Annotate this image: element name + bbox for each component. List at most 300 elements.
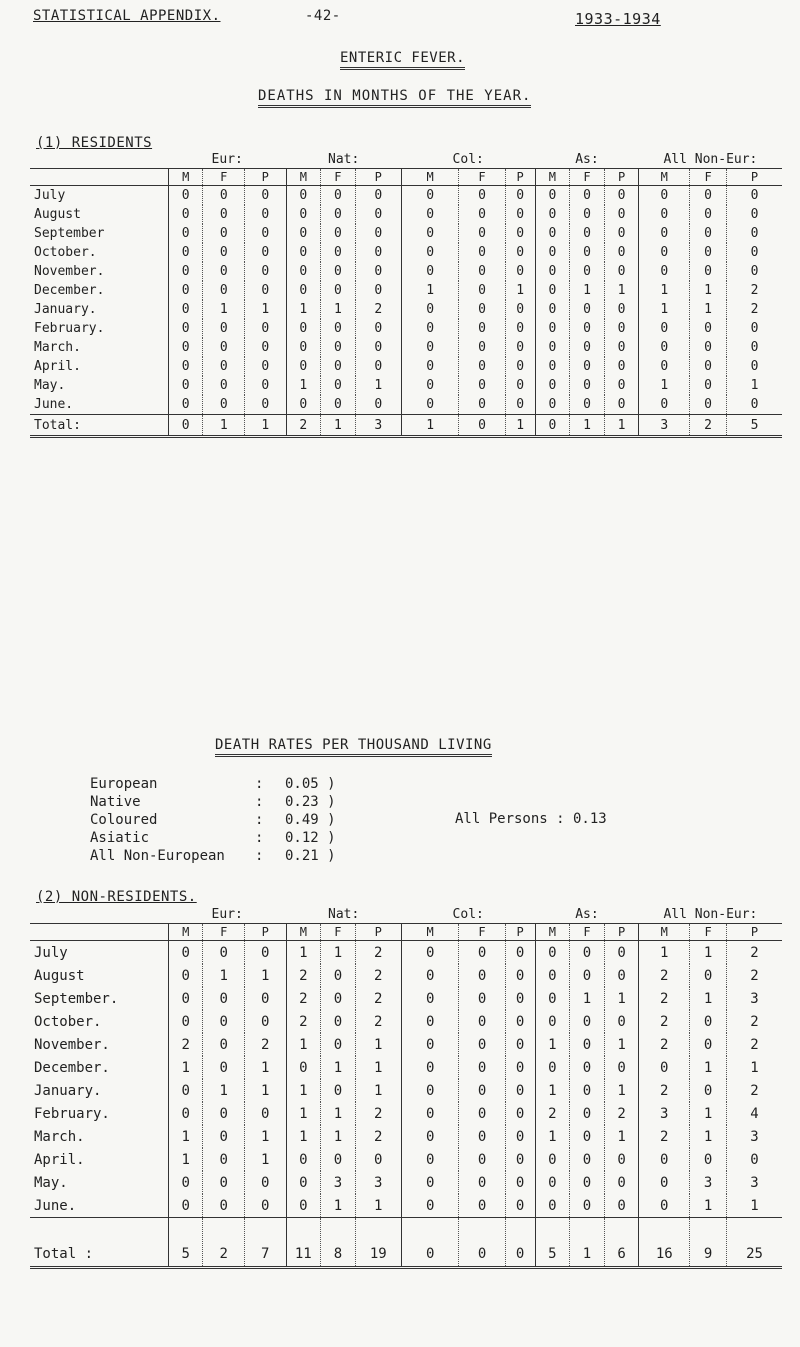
cell-value: 0 bbox=[690, 319, 727, 338]
cell-value: 0 bbox=[321, 281, 356, 300]
table-row bbox=[30, 941, 782, 965]
table-row bbox=[30, 1194, 782, 1218]
cell-value: 0 bbox=[535, 1171, 570, 1194]
page-subtitle: DEATHS IN MONTHS OF THE YEAR. bbox=[258, 88, 531, 108]
cell-value: 5 bbox=[168, 1218, 203, 1268]
group-all-non-eur: All Non-Eur: bbox=[663, 906, 758, 922]
cell-value: 2 bbox=[727, 1033, 783, 1056]
cell-value: 2 bbox=[355, 1010, 401, 1033]
row-label: November. bbox=[34, 1036, 110, 1053]
cell-value: 0 bbox=[639, 1056, 690, 1079]
cell-value: 0 bbox=[401, 987, 459, 1010]
cell-value: 0 bbox=[505, 338, 535, 357]
cell-value: 3 bbox=[355, 1171, 401, 1194]
rate-row bbox=[90, 811, 345, 829]
sub-m: M bbox=[286, 169, 321, 186]
cell-value: 0 bbox=[321, 338, 356, 357]
rate-value: 0.49 ) bbox=[285, 812, 336, 828]
cell-value: 2 bbox=[355, 964, 401, 987]
cell-value: 0 bbox=[168, 415, 203, 437]
sub-m: M bbox=[168, 169, 203, 186]
cell-value: 0 bbox=[245, 987, 287, 1010]
cell-value: 0 bbox=[459, 300, 505, 319]
cell-value: 0 bbox=[401, 1218, 459, 1268]
cell-value: 0 bbox=[168, 987, 203, 1010]
group-all-non-eur: All Non-Eur: bbox=[663, 151, 758, 167]
cell-value: 0 bbox=[570, 1125, 605, 1148]
cell-value: 0 bbox=[203, 224, 245, 243]
cell-value: 1 bbox=[245, 1148, 287, 1171]
cell-value: 1 bbox=[245, 300, 287, 319]
table-row bbox=[30, 338, 782, 357]
cell-value: 0 bbox=[168, 376, 203, 395]
cell-value: 0 bbox=[286, 186, 321, 206]
cell-value: 1 bbox=[639, 300, 690, 319]
cell-value: 0 bbox=[604, 1056, 639, 1079]
cell-value: 2 bbox=[286, 964, 321, 987]
cell-value: 3 bbox=[727, 1171, 783, 1194]
cell-value: 0 bbox=[203, 1010, 245, 1033]
table-row bbox=[30, 1010, 782, 1033]
cell-value: 0 bbox=[535, 376, 570, 395]
cell-value: 2 bbox=[639, 1079, 690, 1102]
cell-value: 16 bbox=[639, 1218, 690, 1268]
cell-value: 0 bbox=[459, 243, 505, 262]
cell-value: 0 bbox=[401, 224, 459, 243]
rate-sep: : bbox=[255, 848, 264, 864]
rate-value: 0.21 ) bbox=[285, 848, 336, 864]
sub-f: F bbox=[203, 924, 245, 941]
cell-value: 1 bbox=[321, 1056, 356, 1079]
cell-value: 0 bbox=[535, 205, 570, 224]
cell-value: 0 bbox=[203, 338, 245, 357]
cell-value: 1 bbox=[604, 1125, 639, 1148]
cell-value: 0 bbox=[690, 395, 727, 415]
sub-header-row bbox=[30, 169, 782, 186]
cell-value: 0 bbox=[459, 262, 505, 281]
cell-value: 0 bbox=[570, 1102, 605, 1125]
cell-value: 0 bbox=[203, 941, 245, 965]
cell-value: 1 bbox=[168, 1125, 203, 1148]
cell-value: 1 bbox=[321, 1102, 356, 1125]
cell-value: 0 bbox=[321, 262, 356, 281]
sub-f: F bbox=[570, 169, 605, 186]
cell-value: 0 bbox=[245, 186, 287, 206]
cell-value: 1 bbox=[690, 281, 727, 300]
group-nat: Nat: bbox=[328, 906, 360, 922]
cell-value: 0 bbox=[570, 1171, 605, 1194]
cell-value: 0 bbox=[570, 357, 605, 376]
cell-value: 0 bbox=[459, 186, 505, 206]
cell-value: 0 bbox=[690, 338, 727, 357]
cell-value: 1 bbox=[245, 1079, 287, 1102]
cell-value: 0 bbox=[168, 300, 203, 319]
cell-value: 2 bbox=[535, 1102, 570, 1125]
cell-value: 0 bbox=[401, 1194, 459, 1218]
cell-value: 0 bbox=[168, 319, 203, 338]
cell-value: 1 bbox=[639, 281, 690, 300]
cell-value: 0 bbox=[505, 243, 535, 262]
cell-value: 0 bbox=[203, 1125, 245, 1148]
cell-value: 0 bbox=[321, 243, 356, 262]
cell-value: 0 bbox=[459, 1171, 505, 1194]
cell-value: 0 bbox=[535, 1148, 570, 1171]
cell-value: 0 bbox=[203, 186, 245, 206]
row-label: June. bbox=[30, 395, 168, 415]
cell-value: 0 bbox=[727, 224, 783, 243]
sub-p: P bbox=[727, 169, 783, 186]
cell-value: 0 bbox=[168, 964, 203, 987]
cell-value: 1 bbox=[245, 415, 287, 437]
cell-value: 0 bbox=[505, 205, 535, 224]
cell-value: 0 bbox=[203, 376, 245, 395]
cell-value: 0 bbox=[535, 1010, 570, 1033]
total-row bbox=[30, 1218, 782, 1268]
cell-value: 0 bbox=[168, 1010, 203, 1033]
sub-f: F bbox=[321, 924, 356, 941]
cell-value: 0 bbox=[690, 1079, 727, 1102]
cell-value: 0 bbox=[203, 1148, 245, 1171]
cell-value: 0 bbox=[203, 281, 245, 300]
cell-value: 0 bbox=[355, 281, 401, 300]
cell-value: 0 bbox=[727, 262, 783, 281]
cell-value: 1 bbox=[535, 1125, 570, 1148]
total-row bbox=[30, 415, 782, 437]
cell-value: 1 bbox=[245, 1056, 287, 1079]
cell-value: 0 bbox=[639, 1148, 690, 1171]
table-row bbox=[30, 1102, 782, 1125]
sub-m: M bbox=[401, 169, 459, 186]
cell-value: 1 bbox=[203, 964, 245, 987]
cell-value: 1 bbox=[203, 300, 245, 319]
cell-value: 0 bbox=[535, 357, 570, 376]
sub-f: F bbox=[570, 924, 605, 941]
cell-value: 2 bbox=[355, 941, 401, 965]
cell-value: 1 bbox=[535, 1079, 570, 1102]
cell-value: 0 bbox=[690, 1033, 727, 1056]
sub-m: M bbox=[168, 924, 203, 941]
cell-value: 1 bbox=[203, 415, 245, 437]
cell-value: 1 bbox=[690, 1102, 727, 1125]
row-label: March. bbox=[34, 340, 81, 355]
cell-value: 0 bbox=[535, 415, 570, 437]
table-row bbox=[30, 205, 782, 224]
cell-value: 6 bbox=[604, 1218, 639, 1268]
cell-value: 0 bbox=[639, 205, 690, 224]
cell-value: 0 bbox=[459, 205, 505, 224]
row-label: June. bbox=[30, 1194, 168, 1218]
cell-value: 2 bbox=[286, 1010, 321, 1033]
cell-value: 0 bbox=[321, 319, 356, 338]
cell-value: 2 bbox=[355, 300, 401, 319]
cell-value: 0 bbox=[604, 186, 639, 206]
rate-sep: : bbox=[255, 794, 264, 810]
cell-value: 0 bbox=[286, 205, 321, 224]
cell-value: 0 bbox=[245, 941, 287, 965]
cell-value: 0 bbox=[401, 262, 459, 281]
cell-value: 1 bbox=[727, 1194, 783, 1218]
sub-m: M bbox=[535, 924, 570, 941]
cell-value: 0 bbox=[355, 357, 401, 376]
rate-sep: : bbox=[255, 812, 264, 828]
cell-value: 0 bbox=[286, 319, 321, 338]
cell-value: 0 bbox=[355, 224, 401, 243]
cell-value: 0 bbox=[535, 941, 570, 965]
cell-value: 0 bbox=[727, 1148, 783, 1171]
table-row bbox=[30, 376, 782, 395]
cell-value: 0 bbox=[570, 1010, 605, 1033]
cell-value: 0 bbox=[505, 964, 535, 987]
cell-value: 0 bbox=[639, 1171, 690, 1194]
cell-value: 0 bbox=[203, 205, 245, 224]
table-row bbox=[30, 1148, 782, 1171]
cell-value: 0 bbox=[168, 205, 203, 224]
cell-value: 0 bbox=[286, 1148, 321, 1171]
cell-value: 1 bbox=[505, 415, 535, 437]
cell-value: 0 bbox=[203, 1171, 245, 1194]
cell-value: 0 bbox=[459, 1033, 505, 1056]
cell-value: 0 bbox=[690, 224, 727, 243]
cell-value: 25 bbox=[727, 1218, 783, 1268]
row-label: September. bbox=[34, 990, 119, 1007]
cell-value: 1 bbox=[355, 1079, 401, 1102]
sub-f: F bbox=[321, 169, 356, 186]
sub-header-row bbox=[30, 924, 782, 941]
cell-value: 0 bbox=[286, 281, 321, 300]
table-row bbox=[30, 395, 782, 415]
row-label: September bbox=[34, 226, 105, 241]
cell-value: 1 bbox=[401, 415, 459, 437]
row-label: January. bbox=[34, 1082, 102, 1099]
page-number: -42- bbox=[305, 8, 341, 24]
cell-value: 2 bbox=[690, 415, 727, 437]
cell-value: 0 bbox=[535, 262, 570, 281]
sub-m: M bbox=[401, 924, 459, 941]
cell-value: 19 bbox=[355, 1218, 401, 1268]
cell-value: 3 bbox=[727, 1125, 783, 1148]
table-row bbox=[30, 281, 782, 300]
cell-value: 8 bbox=[321, 1218, 356, 1268]
cell-value: 0 bbox=[286, 224, 321, 243]
group-header-row bbox=[30, 150, 782, 169]
cell-value: 0 bbox=[459, 964, 505, 987]
cell-value: 0 bbox=[168, 1171, 203, 1194]
cell-value: 0 bbox=[459, 1218, 505, 1268]
table-row bbox=[30, 1056, 782, 1079]
cell-value: 0 bbox=[639, 357, 690, 376]
cell-value: 2 bbox=[355, 1125, 401, 1148]
sub-f: F bbox=[459, 169, 505, 186]
cell-value: 3 bbox=[690, 1171, 727, 1194]
cell-value: 0 bbox=[459, 1148, 505, 1171]
cell-value: 1 bbox=[355, 1056, 401, 1079]
cell-value: 0 bbox=[459, 338, 505, 357]
cell-value: 0 bbox=[401, 205, 459, 224]
cell-value: 2 bbox=[355, 987, 401, 1010]
cell-value: 0 bbox=[203, 395, 245, 415]
cell-value: 0 bbox=[459, 357, 505, 376]
cell-value: 1 bbox=[505, 281, 535, 300]
cell-value: 0 bbox=[168, 1079, 203, 1102]
cell-value: 0 bbox=[505, 319, 535, 338]
cell-value: 1 bbox=[690, 1125, 727, 1148]
cell-value: 1 bbox=[321, 941, 356, 965]
cell-value: 0 bbox=[505, 1194, 535, 1218]
rates-list bbox=[90, 775, 345, 865]
cell-value: 0 bbox=[321, 357, 356, 376]
group-col: Col: bbox=[452, 151, 484, 167]
cell-value: 0 bbox=[535, 1194, 570, 1218]
cell-value: 0 bbox=[570, 224, 605, 243]
table-row bbox=[30, 243, 782, 262]
cell-value: 1 bbox=[690, 1056, 727, 1079]
cell-value: 0 bbox=[286, 1194, 321, 1218]
row-label: October. bbox=[34, 1013, 102, 1030]
cell-value: 0 bbox=[505, 1033, 535, 1056]
cell-value: 2 bbox=[727, 941, 783, 965]
cell-value: 0 bbox=[604, 1148, 639, 1171]
cell-value: 0 bbox=[355, 1148, 401, 1171]
cell-value: 2 bbox=[639, 987, 690, 1010]
cell-value: 0 bbox=[505, 1056, 535, 1079]
cell-value: 0 bbox=[321, 376, 356, 395]
sub-p: P bbox=[355, 924, 401, 941]
table-row bbox=[30, 1125, 782, 1148]
cell-value: 0 bbox=[604, 1194, 639, 1218]
cell-value: 0 bbox=[203, 1194, 245, 1218]
row-label: December. bbox=[34, 283, 105, 298]
cell-value: 0 bbox=[401, 941, 459, 965]
cell-value: 2 bbox=[727, 281, 783, 300]
cell-value: 0 bbox=[604, 338, 639, 357]
cell-value: 4 bbox=[727, 1102, 783, 1125]
cell-value: 7 bbox=[245, 1218, 287, 1268]
cell-value: 0 bbox=[401, 376, 459, 395]
row-label: March. bbox=[34, 1128, 85, 1145]
sub-p: P bbox=[505, 924, 535, 941]
cell-value: 2 bbox=[727, 964, 783, 987]
cell-value: 0 bbox=[203, 1033, 245, 1056]
cell-value: 0 bbox=[401, 243, 459, 262]
rate-row bbox=[90, 847, 345, 865]
cell-value: 0 bbox=[245, 205, 287, 224]
cell-value: 0 bbox=[604, 357, 639, 376]
cell-value: 0 bbox=[604, 243, 639, 262]
cell-value: 0 bbox=[570, 262, 605, 281]
cell-value: 3 bbox=[639, 415, 690, 437]
sub-p: P bbox=[604, 924, 639, 941]
cell-value: 0 bbox=[459, 319, 505, 338]
cell-value: 0 bbox=[401, 338, 459, 357]
cell-value: 3 bbox=[355, 415, 401, 437]
cell-value: 0 bbox=[505, 1102, 535, 1125]
cell-value: 0 bbox=[459, 987, 505, 1010]
cell-value: 0 bbox=[570, 395, 605, 415]
cell-value: 0 bbox=[535, 395, 570, 415]
cell-value: 0 bbox=[570, 1056, 605, 1079]
cell-value: 0 bbox=[168, 941, 203, 965]
cell-value: 0 bbox=[727, 395, 783, 415]
cell-value: 0 bbox=[690, 205, 727, 224]
section-residents-label: (1) RESIDENTS bbox=[36, 135, 153, 151]
cell-value: 0 bbox=[727, 357, 783, 376]
cell-value: 0 bbox=[459, 1194, 505, 1218]
cell-value: 3 bbox=[321, 1171, 356, 1194]
row-label: May. bbox=[34, 1174, 68, 1191]
cell-value: 0 bbox=[690, 1148, 727, 1171]
cell-value: 0 bbox=[639, 243, 690, 262]
cell-value: 0 bbox=[321, 186, 356, 206]
table-row bbox=[30, 300, 782, 319]
cell-value: 11 bbox=[286, 1218, 321, 1268]
rate-label: Asiatic bbox=[90, 830, 150, 846]
cell-value: 0 bbox=[604, 964, 639, 987]
sub-m: M bbox=[639, 924, 690, 941]
cell-value: 0 bbox=[639, 338, 690, 357]
sub-p: P bbox=[245, 169, 287, 186]
cell-value: 0 bbox=[355, 338, 401, 357]
table-row bbox=[30, 319, 782, 338]
cell-value: 0 bbox=[355, 243, 401, 262]
cell-value: 1 bbox=[286, 1125, 321, 1148]
cell-value: 0 bbox=[401, 1125, 459, 1148]
cell-value: 2 bbox=[203, 1218, 245, 1268]
row-label: July bbox=[34, 944, 68, 961]
cell-value: 0 bbox=[203, 1056, 245, 1079]
cell-value: 0 bbox=[245, 357, 287, 376]
cell-value: 1 bbox=[203, 1079, 245, 1102]
cell-value: 0 bbox=[286, 338, 321, 357]
cell-value: 1 bbox=[286, 941, 321, 965]
cell-value: 0 bbox=[286, 243, 321, 262]
table-row bbox=[30, 1033, 782, 1056]
cell-value: 0 bbox=[321, 1148, 356, 1171]
cell-value: 0 bbox=[505, 1125, 535, 1148]
cell-value: 0 bbox=[401, 1171, 459, 1194]
cell-value: 1 bbox=[639, 376, 690, 395]
cell-value: 1 bbox=[401, 281, 459, 300]
sub-m: M bbox=[286, 924, 321, 941]
cell-value: 2 bbox=[245, 1033, 287, 1056]
cell-value: 1 bbox=[639, 941, 690, 965]
row-label: April. bbox=[34, 1151, 85, 1168]
cell-value: 0 bbox=[570, 1079, 605, 1102]
cell-value: 1 bbox=[286, 1102, 321, 1125]
cell-value: 0 bbox=[321, 1033, 356, 1056]
sub-p: P bbox=[727, 924, 783, 941]
cell-value: 0 bbox=[690, 262, 727, 281]
cell-value: 0 bbox=[401, 1148, 459, 1171]
cell-value: 0 bbox=[401, 300, 459, 319]
cell-value: 0 bbox=[245, 319, 287, 338]
cell-value: 0 bbox=[535, 319, 570, 338]
cell-value: 0 bbox=[727, 186, 783, 206]
cell-value: 0 bbox=[604, 1171, 639, 1194]
cell-value: 0 bbox=[286, 1171, 321, 1194]
cell-value: 0 bbox=[535, 1056, 570, 1079]
cell-value: 2 bbox=[639, 1033, 690, 1056]
cell-value: 0 bbox=[639, 1194, 690, 1218]
rate-label: Coloured bbox=[90, 812, 158, 828]
cell-value: 0 bbox=[245, 1194, 287, 1218]
rate-row bbox=[90, 829, 345, 847]
sub-f: F bbox=[690, 169, 727, 186]
cell-value: 1 bbox=[245, 964, 287, 987]
rate-value: 0.05 ) bbox=[285, 776, 336, 792]
cell-value: 2 bbox=[168, 1033, 203, 1056]
cell-value: 1 bbox=[604, 281, 639, 300]
cell-value: 0 bbox=[459, 281, 505, 300]
